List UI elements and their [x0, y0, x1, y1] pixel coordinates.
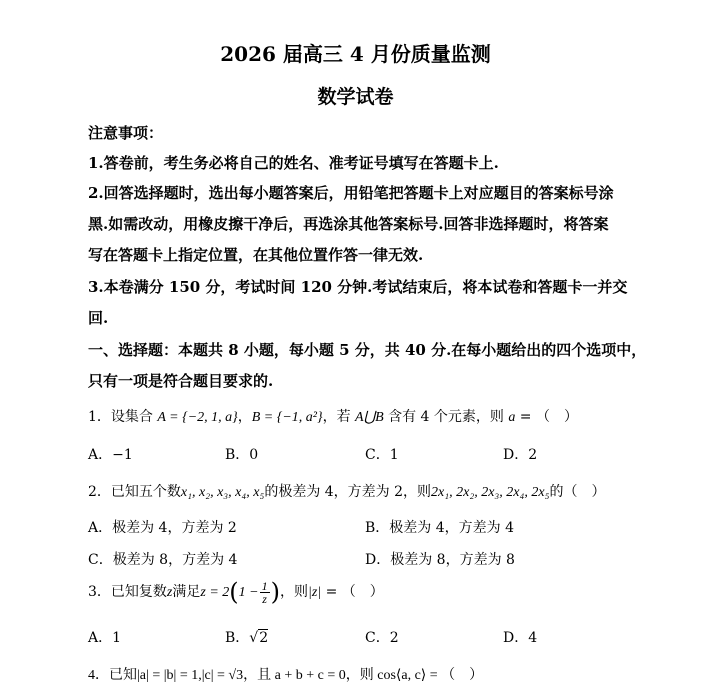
q2-option-a: A．极差为 4，方差为 2: [88, 520, 237, 536]
q2-option-d: D．极差为 8，方差为 8: [365, 552, 515, 568]
fraction-one-over-z: $\frac{1}{z}$: [261, 578, 268, 606]
q3-option-a: A．1: [88, 630, 122, 646]
q3-option-b: B．√2: [225, 630, 269, 646]
q3-option-c: C．2: [365, 630, 399, 646]
notice-item-1: 1.答卷前，考生务必将自己的姓名、准考证号填写在答题卡上.: [88, 154, 499, 172]
exam-title: 2026 届高三 4 月份质量监测: [220, 42, 491, 66]
exam-subtitle: 数学试卷: [317, 86, 394, 108]
notice-item-2-line-2: 黑.如需改动，用橡皮擦干净后，再选涂其他答案标号.回答非选择题时，将答案: [88, 215, 609, 233]
question-2-stem: 2．已知五个数x₁, x₂, x₃, x₄, x₅的极差为 4，方差为 2，则2x₁, 2x₂, 2x₃, 2x₄, 2x₅的（ ）: [88, 484, 606, 500]
union-expr: A⋃B: [355, 410, 384, 425]
q2-option-b: B．极差为 4，方差为 4: [365, 520, 515, 536]
question-3-stem: 3．已知复数z满足z = 2(1 − $\frac{1}{z}$ )，则|z| = （ ）: [88, 578, 384, 606]
q1-option-c: C．1: [365, 447, 399, 463]
doubled-numbers: 2x₁, 2x₂, 2x₃, 2x₄, 2x₅: [431, 485, 550, 500]
q2-option-c: C．极差为 8，方差为 4: [88, 552, 238, 568]
set-b: B = {−1, a²}: [251, 410, 323, 425]
five-numbers: x₁, x₂, x₃, x₄, x₅: [180, 485, 265, 500]
notice-item-2-line-3: 写在答题卡上指定位置，在其他位置作答一律无效.: [88, 246, 424, 264]
question-1-stem: 1．设集合 A = {−2, 1, a}，B = {−1, a²}，若 A⋃B 含有 4 个元素，则 a = （ ）: [88, 409, 578, 425]
q3-option-d: D．4: [503, 630, 538, 646]
sqrt-2: 2: [259, 630, 269, 646]
notice-item-3-line-2: 回.: [88, 309, 109, 327]
q1-option-d: D．2: [503, 447, 538, 463]
notice-item-3-line-1: 3.本卷满分 150 分，考试时间 120 分钟.考试结束后，将本试卷和答题卡一并交: [88, 278, 628, 296]
question-4-stem-partial: 4．已知|a| = |b| = 1,|c| = √3，且 a + b + c = 0，则 cos⟨a, c⟩ = （ ）: [88, 668, 484, 683]
section-1-heading-line-2: 只有一项是符合题目要求的.: [88, 372, 274, 390]
set-a: A = {−2, 1, a}: [157, 410, 238, 425]
q1-option-b: B．0: [225, 447, 259, 463]
notice-heading: 注意事项：: [88, 124, 164, 142]
section-1-heading-line-1: 一、选择题：本题共 8 小题，每小题 5 分，共 40 分.在每小题给出的四个选项中，: [88, 341, 647, 359]
q1-option-a: A．−1: [88, 447, 133, 463]
notice-item-2-line-1: 2.回答选择题时，选出每小题答案后，用铅笔把答题卡上对应题目的答案标号涂: [88, 184, 614, 202]
